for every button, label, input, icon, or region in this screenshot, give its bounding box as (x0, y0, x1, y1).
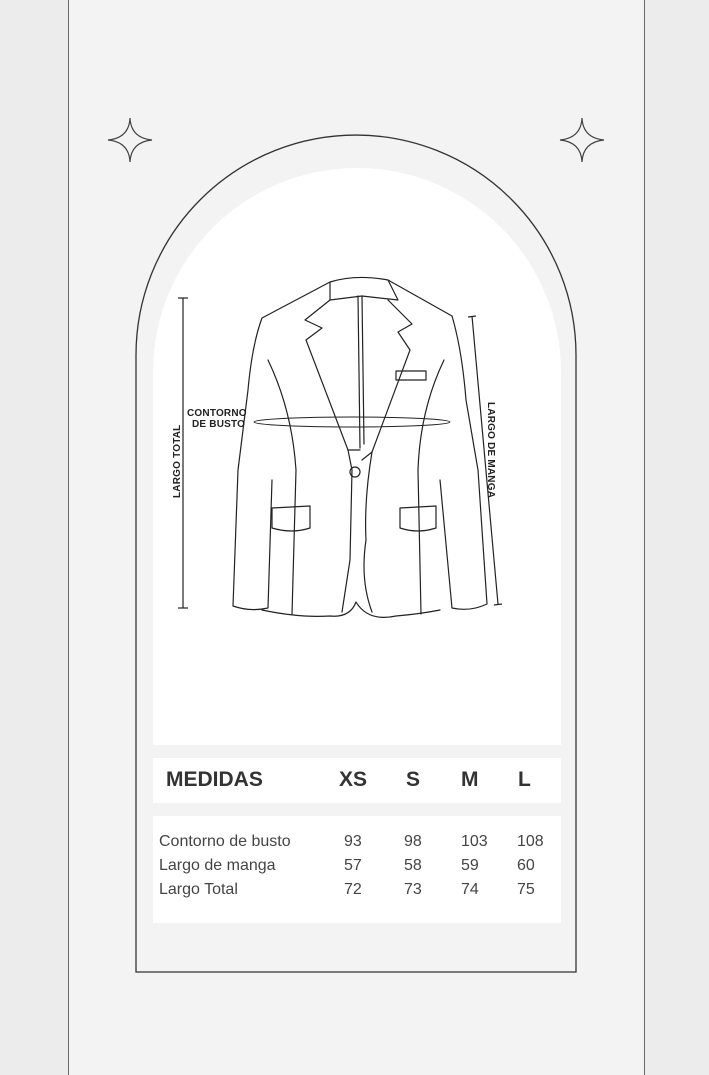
size-header: XS (339, 768, 368, 791)
cell-value: 57 (344, 857, 362, 874)
row-label: Contorno de busto (159, 833, 291, 850)
cell-value: 58 (404, 857, 422, 874)
table-row (153, 857, 561, 881)
cell-value: 72 (344, 881, 362, 898)
cell-value: 59 (461, 857, 479, 874)
cell-value: 98 (404, 833, 422, 850)
label-largo-manga: LARGO DE MANGA (485, 402, 496, 499)
measurements-table (153, 816, 561, 923)
row-label: Largo Total (159, 881, 238, 898)
table-row (153, 881, 561, 905)
arch-inner (153, 168, 561, 745)
size-header: M (461, 768, 479, 791)
table-row (153, 833, 561, 857)
cell-value: 75 (517, 881, 535, 898)
sparkle-right-icon (560, 118, 604, 162)
sparkle-left-icon (108, 118, 152, 162)
size-header: S (406, 768, 421, 791)
cell-value: 73 (404, 881, 422, 898)
cell-value: 108 (517, 833, 544, 850)
row-label: Largo de manga (159, 857, 276, 874)
cell-value: 93 (344, 833, 362, 850)
cell-value: 103 (461, 833, 488, 850)
cell-value: 74 (461, 881, 479, 898)
size-header: L (518, 768, 531, 791)
cell-value: 60 (517, 857, 535, 874)
table-title: MEDIDAS (166, 768, 263, 791)
label-contorno-line1: CONTORNO (187, 408, 247, 419)
label-largo-total: LARGO TOTAL (172, 424, 183, 498)
label-contorno-line2: DE BUSTO (192, 419, 246, 430)
table-header (153, 758, 561, 803)
